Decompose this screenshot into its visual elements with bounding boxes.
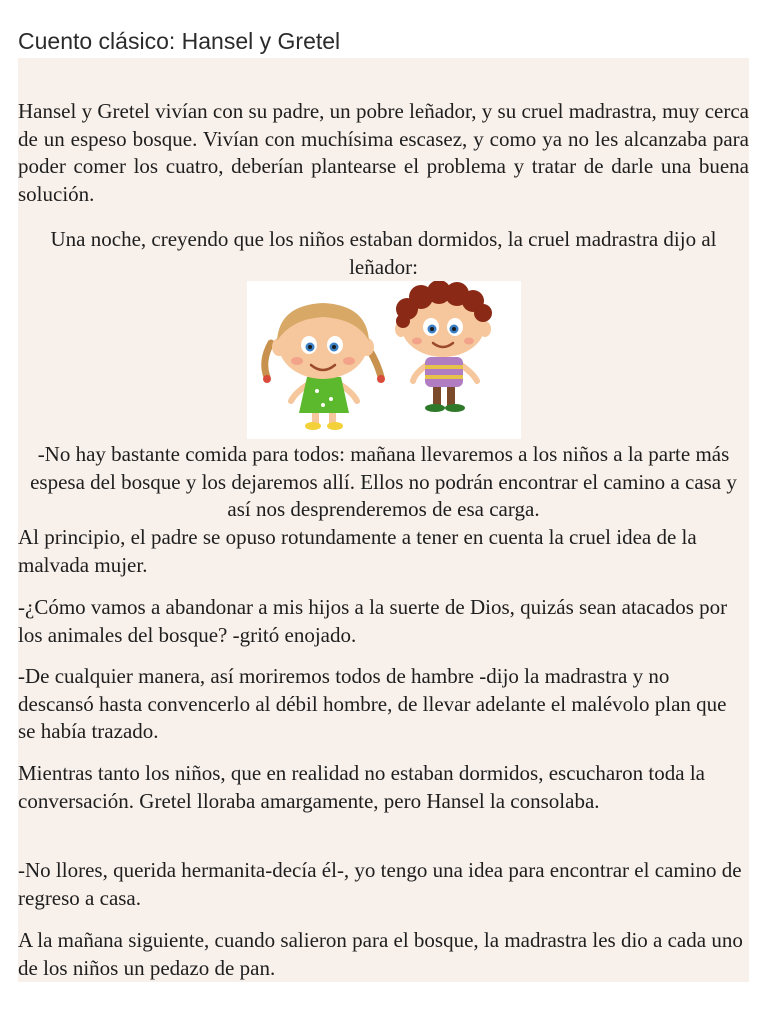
- paragraph-night: Una noche, creyendo que los niños estaban dormidos, la cruel madrastra dijo al leñador:: [50, 227, 717, 279]
- paragraph-hansel-comforts: -No llores, querida hermanita-decía él-, yo tengo una idea para encontrar el camino de regreso a casa.: [18, 858, 742, 910]
- gretel-figure: [263, 303, 385, 430]
- hansel-figure: [395, 281, 492, 412]
- paragraph-father-shouts: -¿Cómo vamos a abandonar a mis hijos a la suerte de Dios, quizás sean atacados por los animales del bosque? -gritó enojado.: [18, 595, 728, 647]
- hansel-and-gretel-illustration: [247, 281, 521, 439]
- paragraph-intro: Hansel y Gretel vivían con su padre, un pobre leñador, y su cruel madrastra, muy cerca de un espeso bosque. Vivían con muchísima escasez, y como ya no les alcanzaba para poder comer los cuatro, deberían plantearse el problema y tratar de darle una buena solución.: [18, 99, 749, 206]
- paragraph-stepmother-insists: -De cualquier manera, así moriremos todos de hambre -dijo la madrastra y no descansó hasta convencerlo al débil hombre, de llevar adelante el malévolo plan que se había trazado.: [18, 664, 727, 743]
- page-title: Cuento clásico: Hansel y Gretel: [18, 28, 341, 54]
- paragraph-stepmother-speech: -No hay bastante comida para todos: mañana llevaremos a los niños a la parte más espesa del bosque y los dejaremos allí. Ellos no podrán encontrar el camino a casa y así nos desprenderemos de esa carga.: [30, 442, 737, 521]
- paragraph-father-refuses: Al principio, el padre se opuso rotundamente a tener en cuenta la cruel idea de la malvada mujer.: [18, 525, 697, 577]
- paragraph-next-morning: A la mañana siguiente, cuando salieron para el bosque, la madrastra les dio a cada uno de los niños un pedazo de pan.: [18, 928, 743, 980]
- story-text-panel: [18, 58, 749, 982]
- paragraph-children-listen: Mientras tanto los niños, que en realidad no estaban dormidos, escucharon toda la conversación. Gretel lloraba amargamente, pero Hansel la consolaba.: [18, 761, 705, 813]
